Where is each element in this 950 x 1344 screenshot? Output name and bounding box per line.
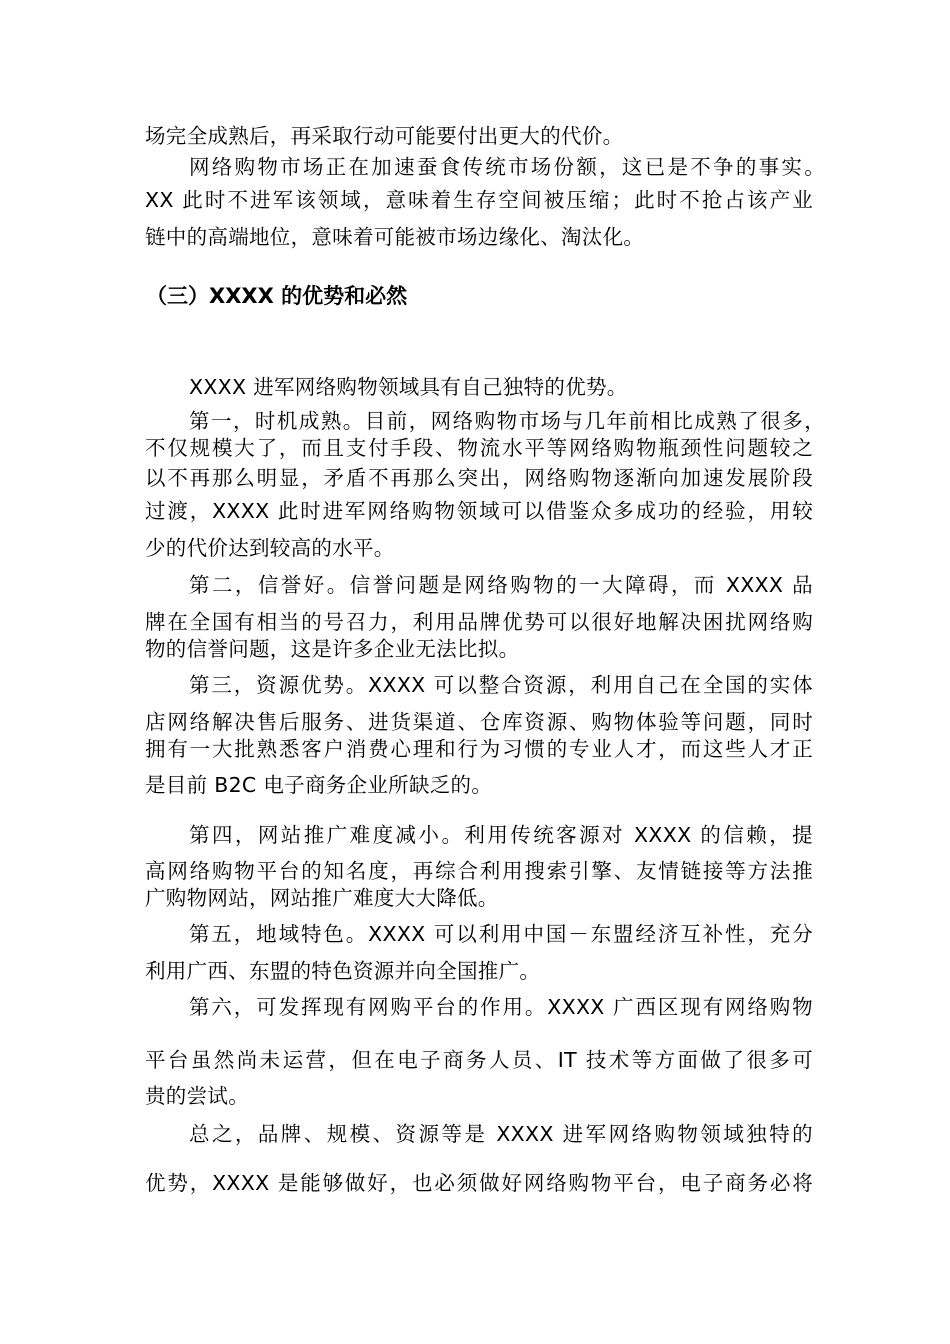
paragraph-line: 店网络解决售后服务、进货渠道、仓库资源、购物体验等问题，同时 xyxy=(145,710,813,734)
paragraph-line: 第五，地域特色。XXXX 可以利用中国－东盟经济互补性，充分 xyxy=(189,922,813,946)
paragraph-line: 总之，品牌、规模、资源等是 XXXX 进军网络购物领域独特的 xyxy=(189,1122,813,1146)
paragraph-line: 是目前 B2C 电子商务企业所缺乏的。 xyxy=(145,773,493,797)
paragraph-line: XXXX 进军网络购物领域具有自己独特的优势。 xyxy=(189,375,628,399)
paragraph-line: 场完全成熟后，再采取行动可能要付出更大的代价。 xyxy=(145,124,624,148)
paragraph-line: 链中的高端地位，意味着可能被市场边缘化、淘汰化。 xyxy=(145,225,645,249)
paragraph-line: 第六，可发挥现有网购平台的作用。XXXX 广西区现有网络购物 xyxy=(189,995,813,1019)
paragraph-line: 平台虽然尚未运营，但在电子商务人员、IT 技术等方面做了很多可 xyxy=(145,1048,813,1072)
section-heading: （三）XXXX 的优势和必然 xyxy=(146,284,408,308)
paragraph-line: 第四，网站推广难度减小。利用传统客源对 XXXX 的信赖，提 xyxy=(189,823,813,847)
paragraph-line: 高网络购物平台的知名度，再综合利用搜索引擎、友情链接等方法推 xyxy=(145,859,813,883)
paragraph-line: 广购物网站，网站推广难度大大降低。 xyxy=(145,886,499,910)
paragraph-line: 牌在全国有相当的号召力，利用品牌优势可以很好地解决困扰网络购 xyxy=(145,610,813,634)
paragraph-line: 过渡，XXXX 此时进军网络购物领域可以借鉴众多成功的经验，用较 xyxy=(145,499,813,523)
paragraph-line: 贵的尝试。 xyxy=(145,1084,249,1108)
paragraph-line: XX 此时不进军该领域，意味着生存空间被压缩；此时不抢占该产业 xyxy=(145,188,813,212)
paragraph-line: 拥有一大批熟悉客户消费心理和行为习惯的专业人才，而这些人才正 xyxy=(145,737,813,761)
paragraph-line: 少的代价达到较高的水平。 xyxy=(145,536,395,560)
paragraph-line: 第三，资源优势。XXXX 可以整合资源，利用自己在全国的实体 xyxy=(189,673,813,697)
paragraph-line: 第二，信誉好。信誉问题是网络购物的一大障碍，而 XXXX 品 xyxy=(189,573,813,597)
paragraph-line: 优势，XXXX 是能够做好，也必须做好网络购物平台，电子商务必将 xyxy=(145,1171,813,1195)
paragraph-line: 以不再那么明显，矛盾不再那么突出，网络购物逐渐向加速发展阶段 xyxy=(145,466,813,490)
paragraph-line: 利用广西、东盟的特色资源并向全国推广。 xyxy=(145,959,541,983)
paragraph-line: 物的信誉问题，这是许多企业无法比拟。 xyxy=(145,637,520,661)
paragraph-line: 第一，时机成熟。目前，网络购物市场与几年前相比成熟了很多， xyxy=(189,409,825,433)
paragraph-line: 网络购物市场正在加速蚕食传统市场份额，这已是不争的事实。 xyxy=(189,155,825,179)
paragraph-line: 不仅规模大了，而且支付手段、物流水平等网络购物瓶颈性问题较之 xyxy=(145,436,813,460)
